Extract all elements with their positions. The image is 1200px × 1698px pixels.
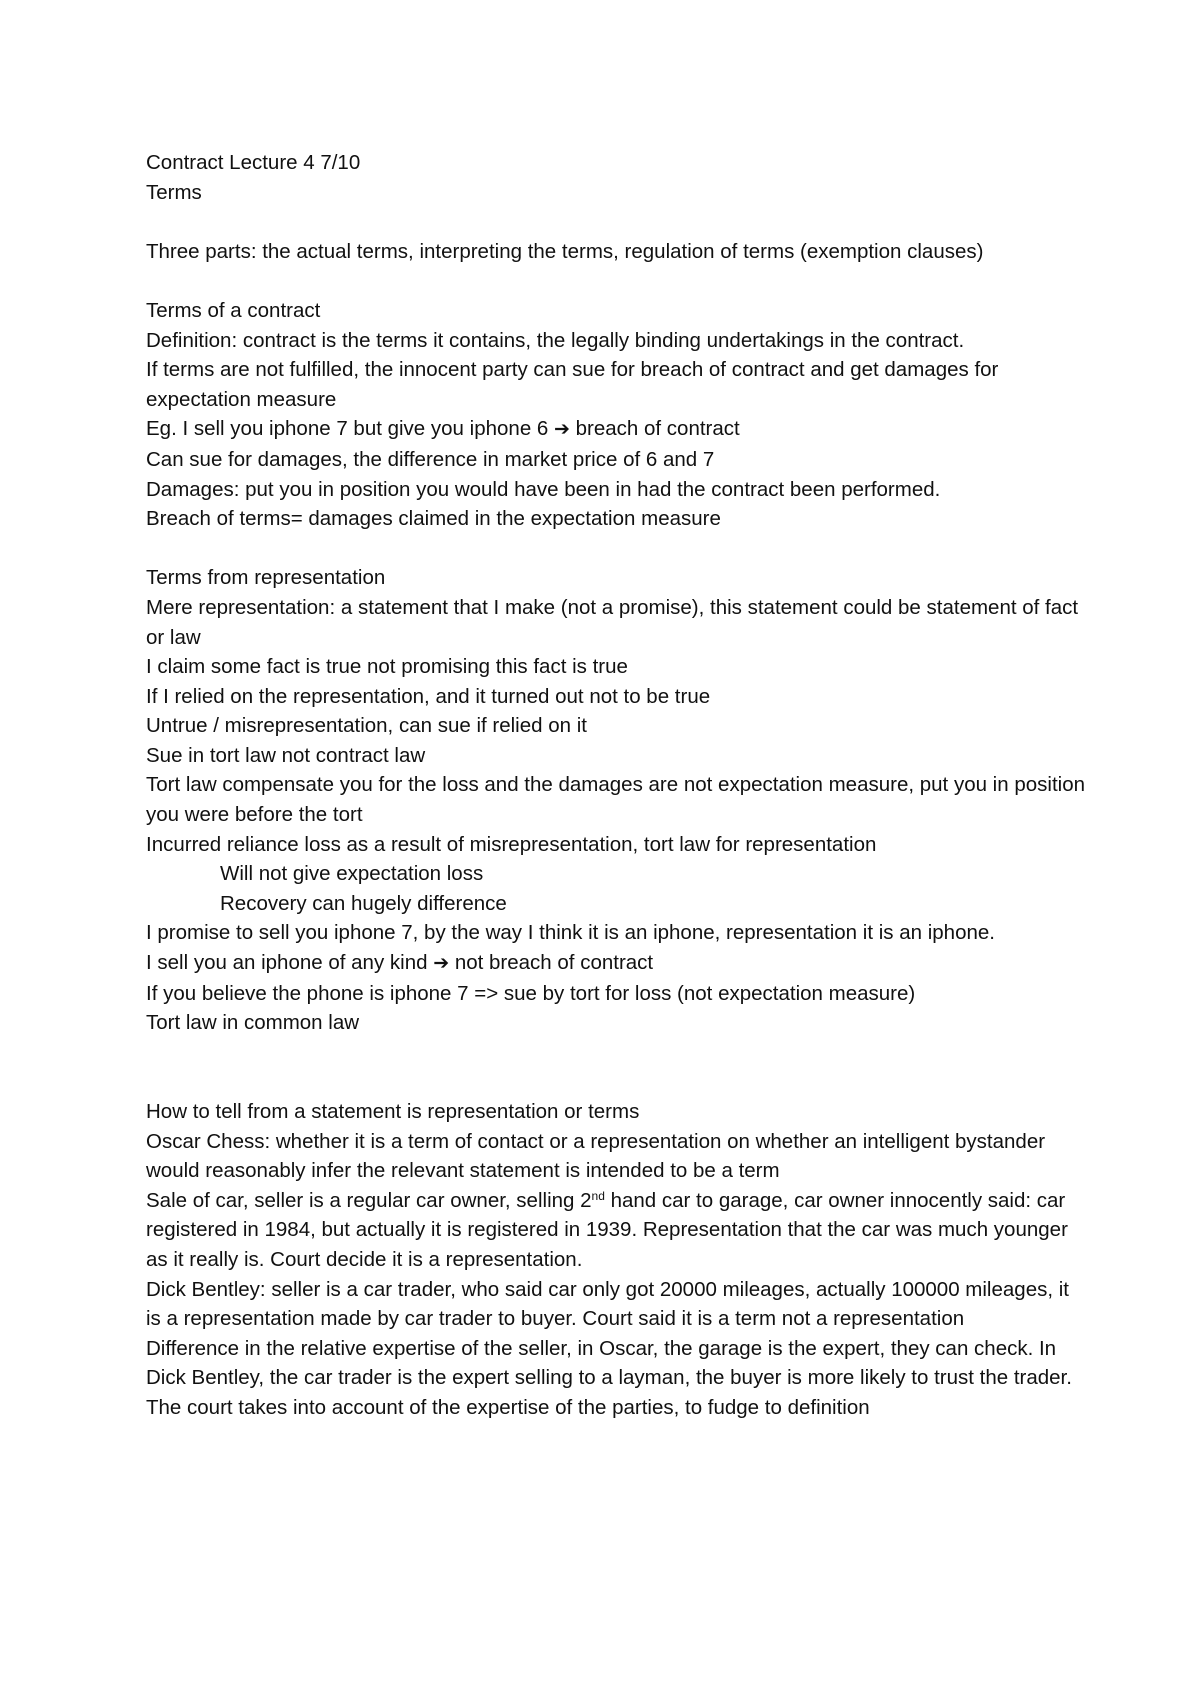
intro-paragraph: Three parts: the actual terms, interpreting the terms, regulation of terms (exemption clauses) bbox=[146, 239, 984, 263]
paragraph: Breach of terms= damages claimed in the expectation measure bbox=[146, 507, 721, 531]
paragraph: If I relied on the representation, and it turned out not to be true bbox=[146, 684, 711, 708]
paragraph: Untrue / misrepresentation, can sue if relied on it bbox=[146, 714, 587, 738]
paragraph: Damages: put you in position you would have been in had the contract been performed. bbox=[146, 477, 941, 501]
paragraph: Mere representation: a statement that I make (not a promise), this statement could be statement of fact or law bbox=[146, 595, 1079, 649]
document-subtitle: Terms bbox=[146, 180, 202, 204]
paragraph: Tort law in common law bbox=[146, 1011, 360, 1035]
paragraph bbox=[146, 1186, 1086, 1275]
paragraph: If terms are not fulfilled, the innocent party can sue for breach of contract and get damages for expectation measure bbox=[146, 358, 999, 411]
text-segment: hand car to garage, car owner innocently said: car registered in 1984, but actually it is registered in 1939. Representation that the car was much younger as it really is. Court decide it is a representation. bbox=[146, 1188, 1068, 1271]
paragraph: Incurred reliance loss as a result of misrepresentation, tort law for representation bbox=[146, 832, 877, 856]
document-title: Contract Lecture 4 7/10 bbox=[146, 151, 361, 174]
paragraph: Oscar Chess: whether it is a term of contact or a representation on whether an intelligent bystander would reasonably infer the relevant statement is intended to be a term bbox=[146, 1129, 1046, 1183]
paragraph: Tort law compensate you for the loss and the damages are not expectation measure, put you in position you were before the tort bbox=[146, 773, 1085, 827]
text-segment: breach of contract bbox=[575, 417, 740, 441]
example-line bbox=[146, 948, 1086, 979]
indented-line: Recovery can hugely difference bbox=[220, 891, 507, 915]
paragraph: Sue in tort law not contract law bbox=[146, 743, 426, 767]
indented-line: Will not give expectation loss bbox=[220, 862, 484, 886]
text-segment: I sell you an iphone of any kind bbox=[146, 951, 428, 975]
text-segment: Sale of car, seller is a regular car owner, selling 2 bbox=[146, 1188, 592, 1212]
section-heading-terms-of-contract: Terms of a contract bbox=[146, 298, 321, 322]
section-heading-how-to-tell: How to tell from a statement is representation or terms bbox=[146, 1100, 640, 1123]
paragraph: I claim some fact is true not promising this fact is true bbox=[146, 655, 628, 679]
paragraph: I promise to sell you iphone 7, by the way I think it is an iphone, representation it is an iphone. bbox=[146, 921, 995, 945]
arrow-icon: ➔ bbox=[433, 953, 450, 975]
text-segment: Eg. I sell you iphone 7 but give you iphone 6 bbox=[146, 417, 549, 441]
example-line bbox=[146, 414, 1086, 445]
arrow-icon: ➔ bbox=[554, 419, 570, 441]
document-page bbox=[146, 148, 1086, 1423]
paragraph: If you believe the phone is iphone 7 => sue by tort for loss (not expectation measure) bbox=[146, 981, 916, 1005]
paragraph: Can sue for damages, the difference in market price of 6 and 7 bbox=[146, 447, 715, 471]
paragraph: Definition: contract is the terms it contains, the legally binding undertakings in the contract. bbox=[146, 328, 965, 352]
superscript: nd bbox=[591, 1188, 605, 1203]
paragraph: Dick Bentley: seller is a car trader, who said car only got 20000 mileages, actually 100000 mileages, it is a representation made by car trader to buyer. Court said it is a term not a representation bbox=[146, 1277, 1069, 1331]
section-heading-terms-from-representation: Terms from representation bbox=[146, 566, 386, 590]
text-segment: not breach of contract bbox=[454, 951, 654, 975]
paragraph: Difference in the relative expertise of the seller, in Oscar, the garage is the expert, they can check. In Dick Bentley, the car trader is the expert selling to a layman, the buyer is more likely to trust the trader. The court takes into account of the expertise of the parties, to fudge to definition bbox=[146, 1336, 1072, 1419]
